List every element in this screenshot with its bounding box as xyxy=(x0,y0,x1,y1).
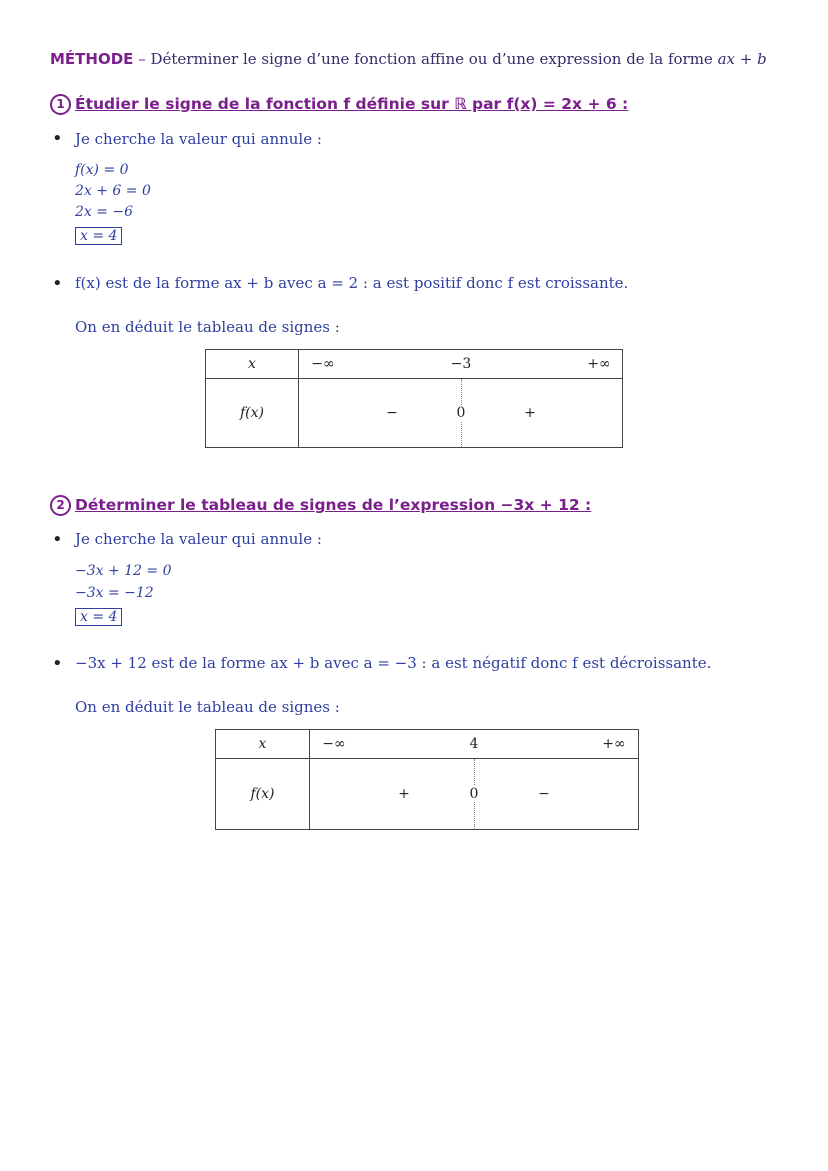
table1-minus-inf: −∞ xyxy=(311,356,335,372)
table1-right-sign: + xyxy=(524,405,536,421)
table2-x-row xyxy=(310,730,639,759)
table2-zero: 0 xyxy=(469,786,479,802)
section2-heading xyxy=(50,495,591,516)
table2-right-sign: − xyxy=(538,786,550,802)
section2-deduce: On en déduit le tableau de signes : xyxy=(75,698,340,716)
section2-bullet1: Je cherche la valeur qui annule : xyxy=(75,530,322,548)
section1-eq3: 2x = −6 xyxy=(75,204,134,220)
bullet-icon: • xyxy=(52,529,63,550)
table1-x-row xyxy=(299,350,623,379)
title-form: ax + b xyxy=(717,50,767,68)
section1-bullet2: f(x) est de la forme ax + b avec a = 2 : a est positif donc f est croissante. xyxy=(75,274,629,292)
section1-eq2: 2x + 6 = 0 xyxy=(75,183,151,199)
bullet-icon: • xyxy=(52,128,63,149)
section1-bullet1: Je cherche la valeur qui annule : xyxy=(75,130,322,148)
table1-zero: 0 xyxy=(456,405,466,421)
method-title xyxy=(50,50,767,68)
sign-table-2 xyxy=(215,729,639,830)
section2-heading-text: Déterminer le tableau de signes de l’expression −3x + 12 : xyxy=(75,496,592,514)
section2-bullet2: −3x + 12 est de la forme ax + b avec a = −3 : a est négatif donc f est décroissante. xyxy=(75,654,712,672)
method-label: MÉTHODE xyxy=(50,50,134,68)
table2-root: 4 xyxy=(469,736,479,752)
table1-sign-row xyxy=(299,379,623,448)
table2-x-label: x xyxy=(216,730,310,759)
bullet-icon: • xyxy=(52,653,63,674)
title-dash: – xyxy=(133,50,151,68)
section2-result-box: x = 4 xyxy=(75,608,122,626)
table2-minus-inf: −∞ xyxy=(322,736,346,752)
section2-number-icon: 2 xyxy=(50,495,71,516)
sign-table-1 xyxy=(205,349,623,448)
section1-heading xyxy=(50,94,628,115)
table2-left-sign: + xyxy=(398,786,410,802)
table1-left-sign: − xyxy=(386,405,398,421)
table1-x-label: x xyxy=(206,350,299,379)
section2-eq2: −3x = −12 xyxy=(75,585,154,601)
section1-heading-text: Étudier le signe de la fonction f définie sur ℝ par f(x) = 2x + 6 : xyxy=(75,95,629,113)
table2-f-label: f(x) xyxy=(216,759,310,830)
section1-deduce: On en déduit le tableau de signes : xyxy=(75,318,340,336)
section1-number-icon: 1 xyxy=(50,94,71,115)
table1-plus-inf: +∞ xyxy=(587,356,611,372)
section1-result-box: x = 4 xyxy=(75,227,122,245)
table1-root: −3 xyxy=(450,356,472,372)
section1-eq1: f(x) = 0 xyxy=(75,162,129,178)
table1-f-label: f(x) xyxy=(206,379,299,448)
section2-eq1: −3x + 12 = 0 xyxy=(75,563,172,579)
table2-plus-inf: +∞ xyxy=(602,736,626,752)
table2-sign-row xyxy=(310,759,639,830)
bullet-icon: • xyxy=(52,273,63,294)
title-text: Déterminer le signe d’une fonction affine ou d’une expression de la forme xyxy=(150,50,718,68)
